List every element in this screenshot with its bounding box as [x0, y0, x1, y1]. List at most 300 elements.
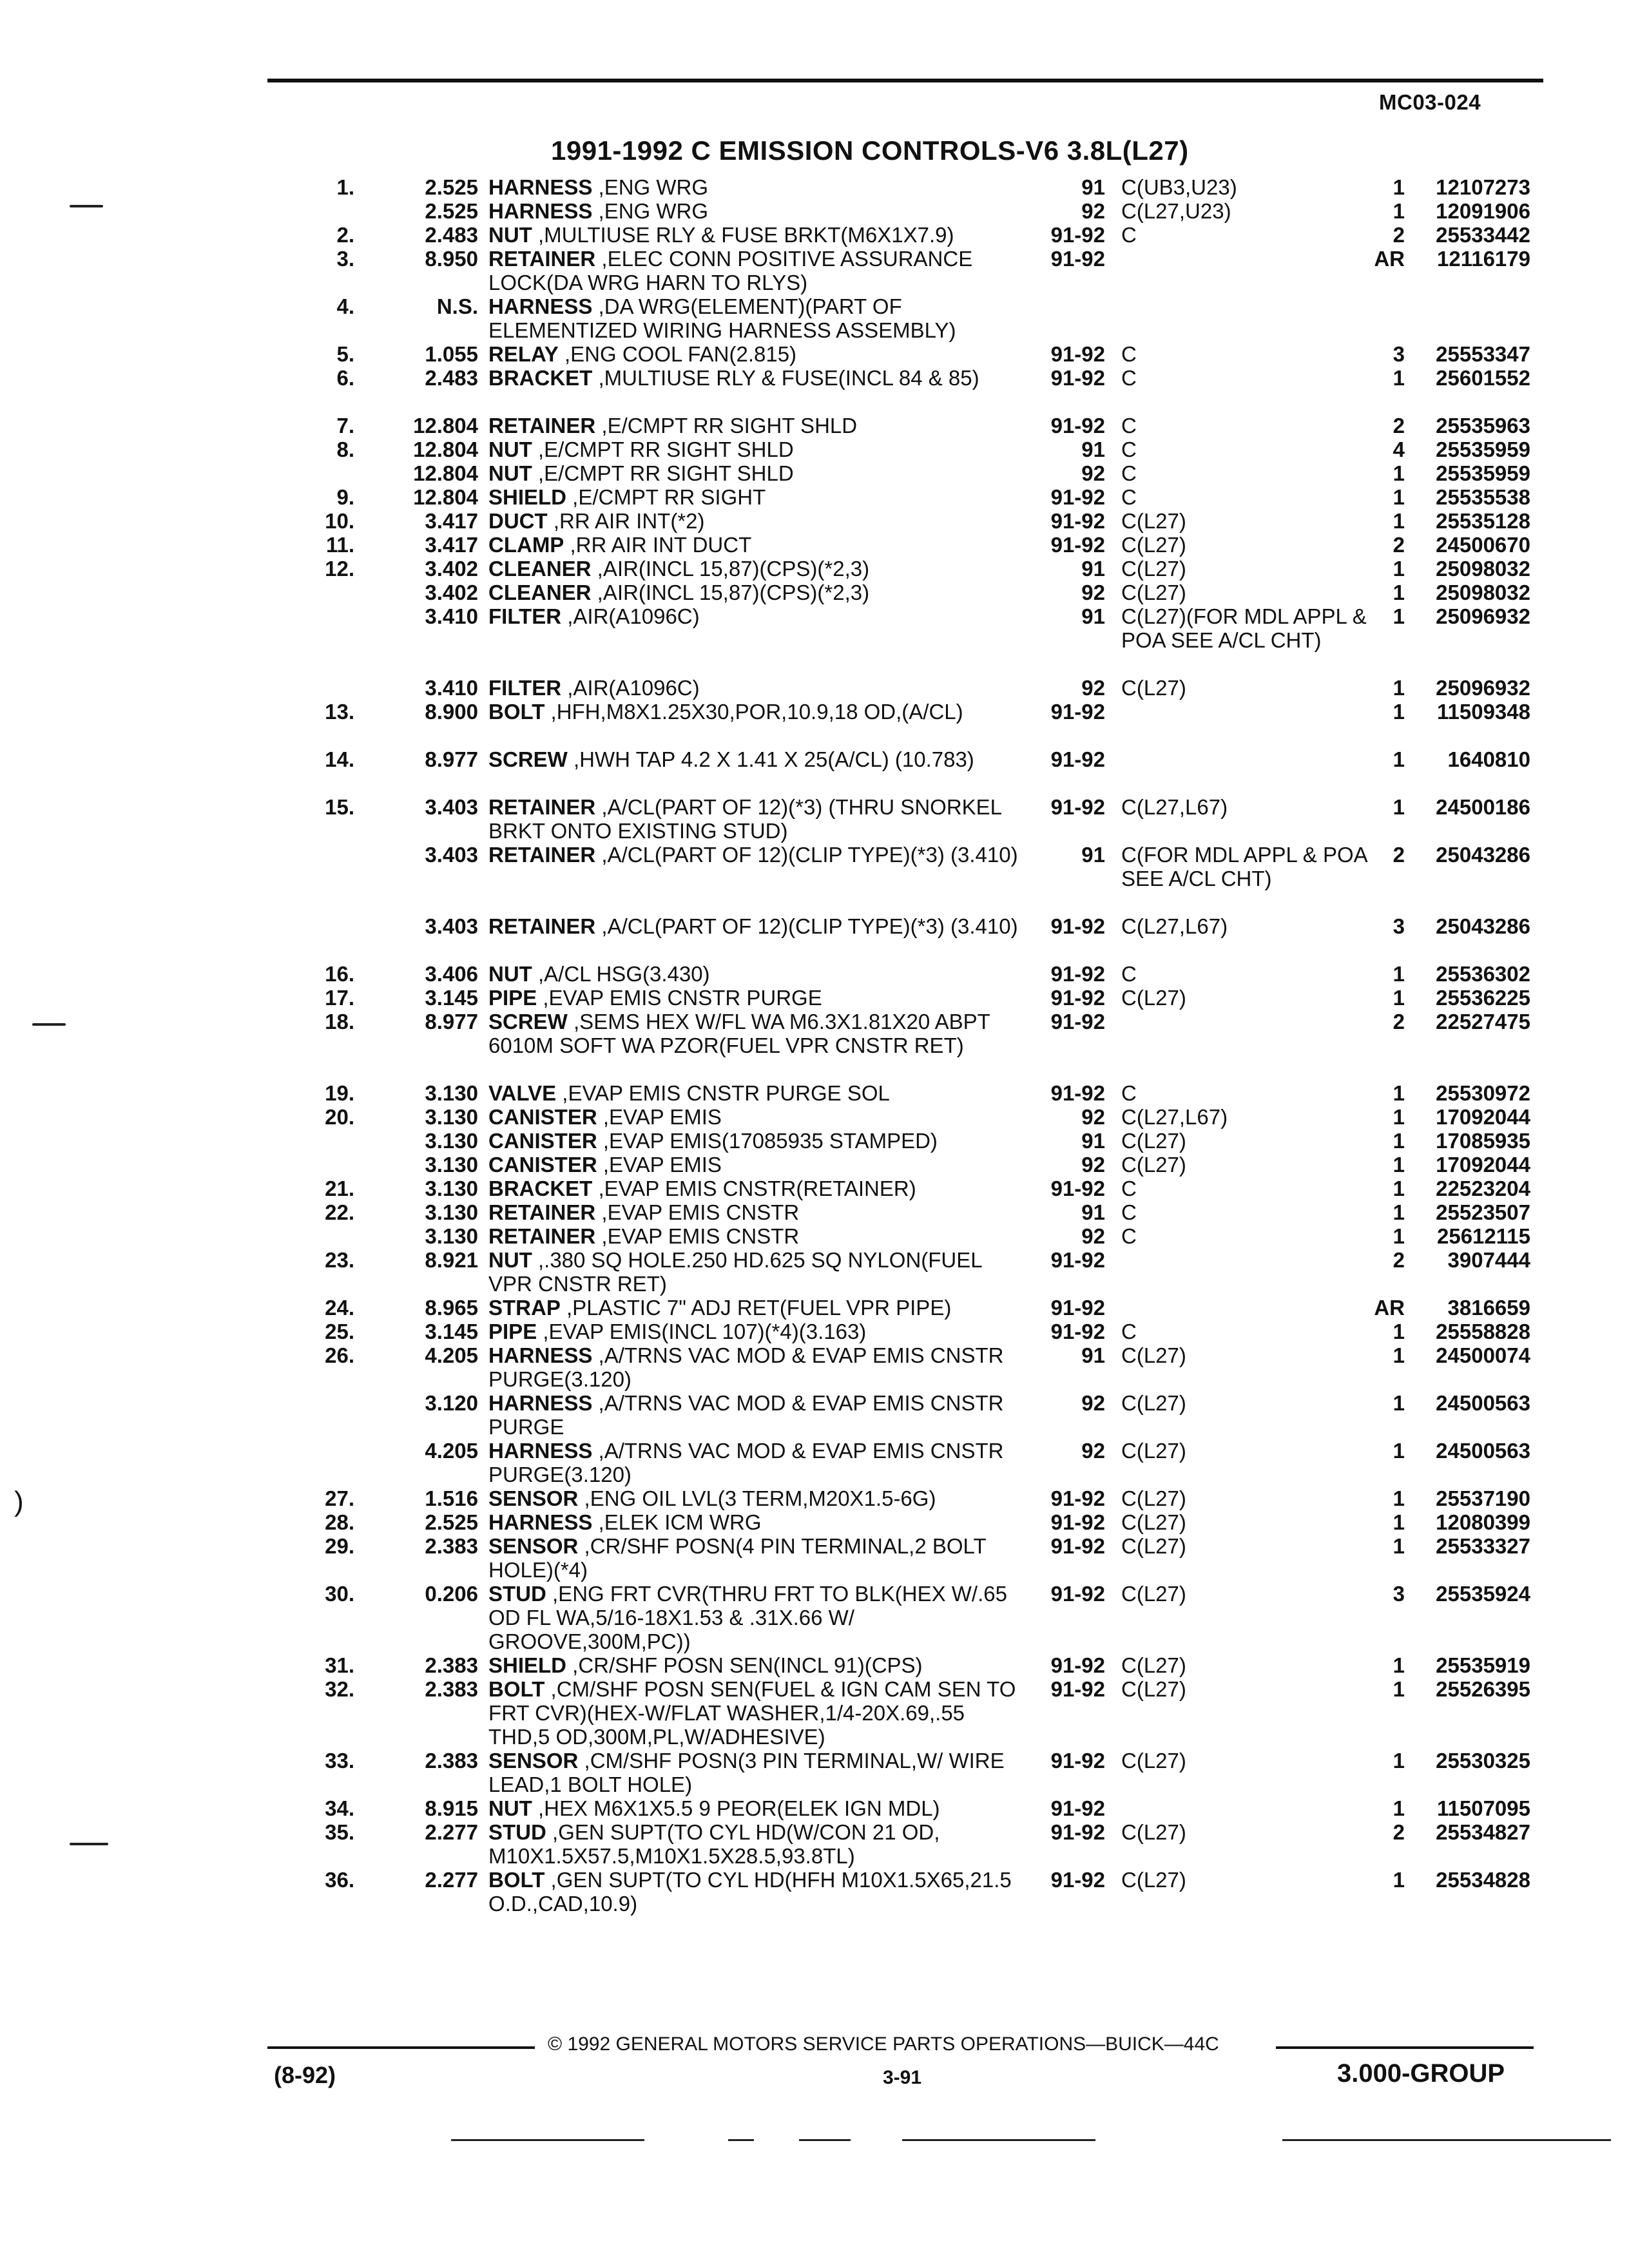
model-years: 91-92: [1050, 247, 1105, 271]
model-application: C(L27): [1121, 1439, 1186, 1463]
part-detail: ,GEN SUPT(TO CYL HD(W/CON 21 OD, M10X1.5X57.5,M10X1.5X28.5,93.8TL): [488, 1820, 940, 1868]
model-years: 91-92: [1050, 1820, 1105, 1844]
item-number: 12.: [325, 557, 354, 581]
parts-row: [284, 747, 1547, 795]
document-code: MC03-024: [1379, 90, 1481, 114]
parts-row: [284, 509, 1547, 533]
part-detail: ,AIR(A1096C): [561, 604, 700, 628]
part-number: 25523507: [1436, 1200, 1530, 1224]
model-application: C(L27): [1121, 986, 1186, 1010]
part-description: [488, 581, 1023, 604]
model-years: 92: [1081, 676, 1105, 700]
model-application: C(L27): [1121, 1820, 1186, 1844]
part-description: [488, 1224, 1023, 1248]
item-number: 1.: [336, 175, 354, 199]
group-number: 8.965: [425, 1296, 478, 1320]
part-number: 25530325: [1436, 1749, 1530, 1773]
parts-row: [284, 795, 1547, 843]
group-number: 3.410: [425, 676, 478, 700]
margin-mark: [70, 205, 103, 207]
quantity: 1: [1393, 1534, 1405, 1558]
model-years: 92: [1081, 581, 1105, 604]
model-application: C(L27): [1121, 1534, 1186, 1558]
part-name: BRACKET: [488, 1177, 593, 1200]
part-number: 11507095: [1436, 1796, 1530, 1820]
part-detail: ,AIR(INCL 15,87)(CPS)(*2,3): [591, 581, 870, 604]
part-name: SHIELD: [488, 1653, 567, 1677]
part-number: 25526395: [1436, 1677, 1530, 1701]
part-detail: ,.380 SQ HOLE.250 HD.625 SQ NYLON(FUEL VPR CNSTR RET): [488, 1248, 982, 1296]
header-rule: [267, 79, 1543, 82]
model-application: C: [1121, 437, 1137, 461]
quantity: AR: [1374, 247, 1405, 271]
item-number: 28.: [325, 1510, 354, 1534]
model-years: 91-92: [1050, 1653, 1105, 1677]
model-years: 91-92: [1050, 509, 1105, 533]
part-description: [488, 1081, 1023, 1105]
model-years: 92: [1081, 1391, 1105, 1415]
part-detail: ,E/CMPT RR SIGHT SHLD: [532, 461, 794, 485]
quantity: 1: [1393, 676, 1405, 700]
model-application: C: [1121, 414, 1137, 437]
part-detail: ,EVAP EMIS(INCL 107)(*4)(3.163): [537, 1320, 867, 1343]
part-detail: ,ENG COOL FAN(2.815): [558, 342, 797, 366]
model-application: C: [1121, 1224, 1137, 1248]
item-number: 2.: [336, 223, 354, 247]
group-number: 2.277: [425, 1820, 478, 1844]
model-application: C(L27): [1121, 1153, 1186, 1177]
quantity: 1: [1393, 1200, 1405, 1224]
parts-row: [284, 1200, 1547, 1224]
model-years: 92: [1081, 1439, 1105, 1463]
model-years: 91: [1081, 437, 1105, 461]
model-years: 91-92: [1050, 795, 1105, 819]
part-description: [488, 1653, 1023, 1677]
quantity: 2: [1393, 1820, 1405, 1844]
quantity: 1: [1393, 1510, 1405, 1534]
part-number: 24500563: [1436, 1439, 1530, 1463]
part-number: 25096932: [1436, 604, 1530, 628]
part-number: 25043286: [1436, 914, 1530, 938]
model-application: C: [1121, 223, 1137, 247]
quantity: 1: [1393, 1749, 1405, 1773]
model-years: 91: [1081, 843, 1105, 867]
part-description: [488, 1010, 1023, 1057]
item-number: 10.: [325, 509, 354, 533]
item-number: 36.: [325, 1868, 354, 1892]
part-description: [488, 342, 1023, 366]
part-number: 25535924: [1436, 1582, 1530, 1606]
parts-row: [284, 557, 1547, 581]
quantity: 3: [1393, 342, 1405, 366]
part-number: 24500670: [1436, 533, 1530, 557]
part-detail: ,RR AIR INT(*2): [547, 509, 705, 533]
model-years: 92: [1081, 461, 1105, 485]
parts-row: [284, 1486, 1547, 1510]
parts-row: [284, 1081, 1547, 1105]
part-detail: ,EVAP EMIS CNSTR PURGE: [537, 986, 822, 1010]
parts-row: [284, 1391, 1547, 1439]
model-years: 91-92: [1050, 700, 1105, 724]
parts-row: [284, 1153, 1547, 1177]
group-number: 2.525: [425, 175, 478, 199]
model-application: C(L27,L67): [1121, 914, 1228, 938]
part-name: PIPE: [488, 1320, 537, 1343]
model-application: C(L27): [1121, 1653, 1186, 1677]
part-number: 25558828: [1436, 1320, 1530, 1343]
model-years: 91: [1081, 175, 1105, 199]
part-number: 22523204: [1436, 1177, 1530, 1200]
parts-row: [284, 700, 1547, 747]
parts-row: [284, 914, 1547, 962]
group-number: 3.130: [425, 1081, 478, 1105]
part-description: [488, 1153, 1023, 1177]
part-description: [488, 1296, 1023, 1320]
model-application: C(L27,U23): [1121, 199, 1231, 223]
quantity: 1: [1393, 1224, 1405, 1248]
part-description: [488, 700, 1023, 724]
group-number: N.S.: [436, 294, 478, 318]
part-number: 1640810: [1447, 747, 1530, 771]
model-years: 91: [1081, 1129, 1105, 1153]
margin-mark: ): [14, 1486, 24, 1517]
part-detail: ,HEX M6X1X5.5 9 PEOR(ELEK IGN MDL): [532, 1796, 940, 1820]
group-number: 8.900: [425, 700, 478, 724]
part-detail: ,A/CL(PART OF 12)(CLIP TYPE)(*3) (3.410): [595, 843, 1018, 867]
quantity: 1: [1393, 1677, 1405, 1701]
group-number: 3.403: [425, 843, 478, 867]
item-number: 24.: [325, 1296, 354, 1320]
part-detail: ,E/CMPT RR SIGHT SHLD: [532, 437, 794, 461]
model-years: 91-92: [1050, 914, 1105, 938]
quantity: 1: [1393, 175, 1405, 199]
part-description: [488, 795, 1023, 843]
quantity: 2: [1393, 843, 1405, 867]
parts-row: [284, 294, 1547, 342]
parts-row: [284, 962, 1547, 986]
part-detail: ,CR/SHF POSN(4 PIN TERMINAL,2 BOLT HOLE)(*4): [488, 1534, 987, 1582]
quantity: 3: [1393, 914, 1405, 938]
part-detail: ,CM/SHF POSN(3 PIN TERMINAL,W/ WIRE LEAD,1 BOLT HOLE): [488, 1749, 1005, 1796]
parts-row: [284, 533, 1547, 557]
model-application: C(L27): [1121, 1510, 1186, 1534]
part-detail: ,A/TRNS VAC MOD & EVAP EMIS CNSTR PURGE(3.120): [488, 1439, 1004, 1486]
parts-list: [284, 175, 1547, 1916]
model-application: C(L27): [1121, 557, 1186, 581]
group-number: 2.383: [425, 1677, 478, 1701]
parts-row: [284, 199, 1547, 223]
group-number: 3.417: [425, 533, 478, 557]
model-application: C(L27,L67): [1121, 795, 1228, 819]
model-application: C: [1121, 485, 1137, 509]
bottom-rule: [728, 2139, 754, 2141]
group-number: 3.410: [425, 604, 478, 628]
model-years: 91-92: [1050, 1248, 1105, 1272]
model-application: C: [1121, 962, 1137, 986]
model-years: 91-92: [1050, 1177, 1105, 1200]
group-number: 3.145: [425, 986, 478, 1010]
part-detail: ,A/CL(PART OF 12)(*3) (THRU SNORKEL BRKT ONTO EXISTING STUD): [488, 795, 1001, 843]
part-name: DUCT: [488, 509, 548, 533]
part-number: 25553347: [1436, 342, 1530, 366]
part-description: [488, 1200, 1023, 1224]
part-description: [488, 962, 1023, 986]
quantity: 1: [1393, 509, 1405, 533]
part-description: [488, 986, 1023, 1010]
part-name: FILTER: [488, 604, 562, 628]
model-years: 91-92: [1050, 1796, 1105, 1820]
part-name: SCREW: [488, 1010, 568, 1033]
part-number: 25533442: [1436, 223, 1530, 247]
part-number: 24500186: [1436, 795, 1530, 819]
parts-row: [284, 437, 1547, 461]
part-detail: ,EVAP EMIS: [597, 1153, 722, 1177]
parts-row: [284, 1224, 1547, 1248]
quantity: 1: [1393, 1391, 1405, 1415]
model-application: C: [1121, 1200, 1137, 1224]
quantity: 1: [1393, 962, 1405, 986]
model-years: 91-92: [1050, 366, 1105, 390]
part-detail: ,A/CL HSG(3.430): [532, 962, 710, 986]
group-number: 3.130: [425, 1224, 478, 1248]
model-application: C(L27): [1121, 676, 1186, 700]
quantity: 1: [1393, 1796, 1405, 1820]
model-application: C: [1121, 342, 1137, 366]
part-detail: ,MULTIUSE RLY & FUSE BRKT(M6X1X7.9): [532, 223, 954, 247]
bottom-rule: [1282, 2139, 1611, 2141]
model-application: C(L27): [1121, 1391, 1186, 1415]
part-description: [488, 1749, 1023, 1796]
parts-row: [284, 461, 1547, 485]
parts-row: [284, 1796, 1547, 1820]
parts-row: [284, 1677, 1547, 1749]
quantity: 1: [1393, 1081, 1405, 1105]
item-number: 32.: [325, 1677, 354, 1701]
model-years: 91-92: [1050, 1486, 1105, 1510]
quantity: 1: [1393, 1486, 1405, 1510]
part-name: SENSOR: [488, 1486, 579, 1510]
parts-row: [284, 1534, 1547, 1582]
quantity: 1: [1393, 581, 1405, 604]
part-description: [488, 175, 1023, 199]
group-number: 2.483: [425, 223, 478, 247]
item-number: 14.: [325, 747, 354, 771]
quantity: 1: [1393, 747, 1405, 771]
part-description: [488, 604, 1023, 628]
part-number: 25535959: [1436, 437, 1530, 461]
parts-row: [284, 1868, 1547, 1916]
part-detail: ,HFH,M8X1.25X30,POR,10.9,18 OD,(A/CL): [545, 700, 963, 724]
group-number: 2.525: [425, 1510, 478, 1534]
group-number: 4.205: [425, 1439, 478, 1463]
model-application: C(L27): [1121, 1868, 1186, 1892]
group-number: 8.921: [425, 1248, 478, 1272]
part-description: [488, 1320, 1023, 1343]
parts-row: [284, 843, 1547, 914]
part-name: HARNESS: [488, 199, 593, 223]
part-name: RETAINER: [488, 795, 596, 819]
group-number: 12.804: [413, 461, 478, 485]
part-name: RETAINER: [488, 914, 596, 938]
model-application: C(L27): [1121, 1486, 1186, 1510]
part-detail: ,E/CMPT RR SIGHT SHLD: [595, 414, 858, 437]
model-application: C(L27): [1121, 1677, 1186, 1701]
part-detail: ,EVAP EMIS CNSTR PURGE SOL: [556, 1081, 890, 1105]
part-name: HARNESS: [488, 1510, 593, 1534]
part-description: [488, 1868, 1023, 1916]
parts-row: [284, 366, 1547, 414]
quantity: 1: [1393, 986, 1405, 1010]
group-number: 3.130: [425, 1153, 478, 1177]
part-number: 25537190: [1436, 1486, 1530, 1510]
part-description: [488, 1677, 1023, 1749]
quantity: 1: [1393, 1153, 1405, 1177]
part-detail: ,EVAP EMIS CNSTR: [595, 1224, 800, 1248]
quantity: 1: [1393, 461, 1405, 485]
item-number: 7.: [336, 414, 354, 437]
part-name: CANISTER: [488, 1105, 597, 1129]
part-detail: ,PLASTIC 7" ADJ RET(FUEL VPR PIPE): [560, 1296, 952, 1320]
part-detail: ,CM/SHF POSN SEN(FUEL & IGN CAM SEN TO FRT CVR)(HEX-W/FLAT WASHER,1/4-20X.69,.55 THD,5 OD,300M,PL,W/ADHESIVE): [488, 1677, 1016, 1749]
model-application: C: [1121, 1177, 1137, 1200]
model-application: C(L27): [1121, 1582, 1186, 1606]
part-description: [488, 1105, 1023, 1129]
part-description: [488, 1820, 1023, 1868]
model-years: 91-92: [1050, 962, 1105, 986]
part-detail: ,ENG WRG: [592, 199, 709, 223]
parts-row: [284, 676, 1547, 700]
part-description: [488, 294, 1023, 342]
item-number: 25.: [325, 1320, 354, 1343]
part-number: 3816659: [1447, 1296, 1530, 1320]
part-number: 25535959: [1436, 461, 1530, 485]
part-name: NUT: [488, 461, 532, 485]
item-number: 5.: [336, 342, 354, 366]
quantity: AR: [1374, 1296, 1405, 1320]
group-number: 3.130: [425, 1105, 478, 1129]
part-number: 25612115: [1436, 1224, 1530, 1248]
footer-rule-left: [267, 2046, 535, 2049]
quantity: 2: [1393, 1010, 1405, 1033]
part-detail: ,SEMS HEX W/FL WA M6.3X1.81X20 ABPT 6010M SOFT WA PZOR(FUEL VPR CNSTR RET): [488, 1010, 990, 1057]
part-detail: ,E/CMPT RR SIGHT: [566, 485, 766, 509]
parts-row: [284, 223, 1547, 247]
part-name: HARNESS: [488, 1343, 593, 1367]
model-application: C(L27,L67): [1121, 1105, 1228, 1129]
part-detail: ,ENG OIL LVL(3 TERM,M20X1.5-6G): [578, 1486, 936, 1510]
group-number: 12.804: [413, 414, 478, 437]
part-number: 25535963: [1436, 414, 1530, 437]
part-description: [488, 1129, 1023, 1153]
model-application: C(L27)(FOR MDL APPL & POA SEE A/CL CHT): [1121, 604, 1367, 652]
part-detail: ,ENG FRT CVR(THRU FRT TO BLK(HEX W/.65 OD FL WA,5/16-18X1.53 & .31X.66 W/ GROOVE,300M,PC)): [488, 1582, 1007, 1653]
part-description: [488, 414, 1023, 437]
part-number: 12080399: [1436, 1510, 1530, 1534]
part-description: [488, 1248, 1023, 1296]
group-number: 4.205: [425, 1343, 478, 1367]
group-number: 1.055: [425, 342, 478, 366]
parts-row: [284, 604, 1547, 676]
part-number: 12116179: [1436, 247, 1530, 271]
footer-rule-right: [1276, 2046, 1534, 2049]
model-years: 91-92: [1050, 414, 1105, 437]
copyright-notice: © 1992 GENERAL MOTORS SERVICE PARTS OPERATIONS—BUICK—44C: [548, 2033, 1219, 2055]
part-number: 25534828: [1436, 1868, 1530, 1892]
quantity: 1: [1393, 1320, 1405, 1343]
model-years: 91: [1081, 1200, 1105, 1224]
parts-row: [284, 1296, 1547, 1320]
item-number: 22.: [325, 1200, 354, 1224]
parts-row: [284, 414, 1547, 437]
part-number: 12107273: [1436, 175, 1530, 199]
part-description: [488, 1391, 1023, 1439]
quantity: 2: [1393, 533, 1405, 557]
model-application: C(FOR MDL APPL & POA SEE A/CL CHT): [1121, 843, 1367, 890]
part-name: RETAINER: [488, 1200, 596, 1224]
item-number: 29.: [325, 1534, 354, 1558]
part-number: 12091906: [1436, 199, 1530, 223]
part-detail: ,A/TRNS VAC MOD & EVAP EMIS CNSTR PURGE: [488, 1391, 1004, 1439]
part-description: [488, 247, 1023, 294]
part-detail: ,EVAP EMIS: [597, 1105, 722, 1129]
item-number: 34.: [325, 1796, 354, 1820]
part-number: 25098032: [1436, 557, 1530, 581]
part-number: 17092044: [1436, 1105, 1530, 1129]
parts-row: [284, 1439, 1547, 1486]
group-number: 2.277: [425, 1868, 478, 1892]
part-name: STUD: [488, 1582, 546, 1606]
group-number: 3.402: [425, 557, 478, 581]
model-years: 91-92: [1050, 1582, 1105, 1606]
page-title: 1991-1992 C EMISSION CONTROLS-V6 3.8L(L27): [551, 135, 1189, 166]
parts-row: [284, 485, 1547, 509]
part-name: SHIELD: [488, 485, 567, 509]
part-name: NUT: [488, 1248, 532, 1272]
quantity: 2: [1393, 414, 1405, 437]
parts-row: [284, 581, 1547, 604]
model-years: 91-92: [1050, 1296, 1105, 1320]
quantity: 3: [1393, 1582, 1405, 1606]
parts-row: [284, 1749, 1547, 1796]
quantity: 1: [1393, 366, 1405, 390]
part-description: [488, 485, 1023, 509]
group-number: 2.525: [425, 199, 478, 223]
group-number: 3.403: [425, 914, 478, 938]
part-name: HARNESS: [488, 1391, 593, 1415]
part-description: [488, 199, 1023, 223]
part-description: [488, 509, 1023, 533]
quantity: 1: [1393, 1868, 1405, 1892]
model-application: C(L27): [1121, 581, 1186, 604]
group-number: 3.403: [425, 795, 478, 819]
part-description: [488, 366, 1023, 390]
part-number: 25043286: [1436, 843, 1530, 867]
group-number: 0.206: [425, 1582, 478, 1606]
revision-date: (8-92): [274, 2062, 336, 2088]
part-description: [488, 1510, 1023, 1534]
item-number: 27.: [325, 1486, 354, 1510]
part-name: BRACKET: [488, 366, 593, 390]
quantity: 1: [1393, 1439, 1405, 1463]
model-application: C(L27): [1121, 509, 1186, 533]
item-number: 3.: [336, 247, 354, 271]
item-number: 18.: [325, 1010, 354, 1033]
item-number: 30.: [325, 1582, 354, 1606]
parts-row: [284, 1010, 1547, 1081]
model-application: C: [1121, 366, 1137, 390]
bottom-rule: [902, 2139, 1095, 2141]
group-number: 2.383: [425, 1534, 478, 1558]
